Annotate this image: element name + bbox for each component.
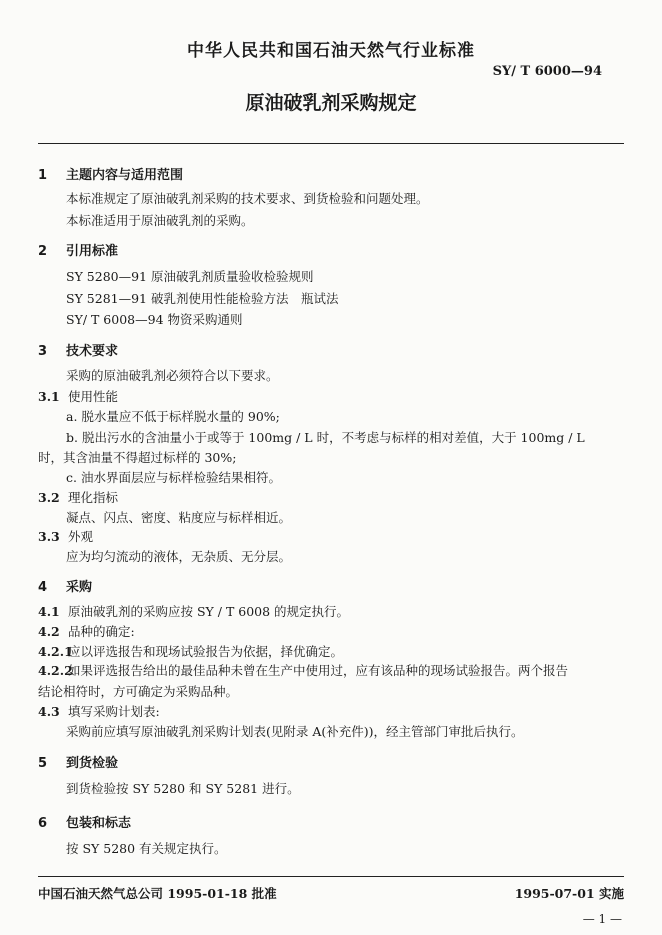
section-number: 3 [38, 344, 48, 359]
section-number: 6 [38, 816, 48, 831]
subsection-3-2-text: 凝点、闪点、密度、粘度应与标样相近。 [66, 510, 292, 525]
section-6-heading [38, 812, 131, 831]
subsection-4-3-detail: 采购前应填写原油破乳剂采购计划表(见附录 A(补充件))，经主管部门审批后执行。 [66, 724, 524, 739]
section-title: 到货检验 [66, 756, 119, 771]
section-3-intro: 采购的原油破乳剂必须符合以下要求。 [66, 368, 279, 383]
effective-date: 1995-07-01 实施 [514, 886, 624, 901]
section-6-text: 按 SY 5280 有关规定执行。 [66, 841, 227, 856]
section-1-heading [38, 164, 183, 183]
subsection-4-2-2-continuation: 结论相符时，方可确定为采购品种。 [38, 684, 239, 699]
section-number: 5 [38, 756, 48, 771]
subsection-4-2-2 [38, 661, 568, 679]
reference-item: SY 5281—91 破乳剂使用性能检验方法 瓶试法 [66, 291, 339, 306]
section-number: 1 [38, 168, 48, 183]
subsection-number: 4.1 [38, 604, 60, 619]
subsection-4-1 [38, 602, 349, 620]
section-2-heading [38, 240, 118, 259]
reference-item: SY/ T 6008—94 物资采购通则 [66, 312, 243, 327]
section-3-heading [38, 340, 118, 359]
subsection-4-3 [38, 702, 160, 720]
requirement-a: a. 脱水量应不低于标样脱水量的 90%; [66, 409, 280, 424]
subsection-title: 理化指标 [68, 490, 119, 505]
subsection-number: 4.3 [38, 704, 60, 719]
page-number: — 1 — [582, 912, 622, 926]
subsection-number: 4.2 [38, 624, 60, 639]
subsection-text: 应以评选报告和现场试验报告为依据，择优确定。 [68, 644, 344, 659]
approval-note: 中国石油天然气总公司 1995-01-18 批准 [38, 886, 277, 901]
subsection-4-2 [38, 622, 135, 640]
subsection-number: 4.2.1 [38, 644, 73, 659]
org-title: 中华人民共和国石油天然气行业标准 [187, 41, 475, 61]
standard-code: SY/ T 6000—94 [492, 64, 602, 79]
subsection-text: 填写采购计划表: [68, 704, 160, 719]
subsection-text: 品种的确定: [68, 624, 135, 639]
subsection-3-3-text: 应为均匀流动的液体，无杂质、无分层。 [66, 549, 292, 564]
subsection-4-2-1 [38, 642, 343, 660]
section-title: 技术要求 [66, 344, 119, 359]
section-5-text: 到货检验按 SY 5280 和 SY 5281 进行。 [66, 781, 300, 796]
subsection-number: 3.1 [38, 389, 60, 404]
subsection-text: 如果评选报告给出的最佳品种未曾在生产中使用过，应有该品种的现场试验报告。两个报告 [68, 663, 569, 678]
section-title: 采购 [66, 580, 93, 595]
section-1-para-1: 本标准规定了原油破乳剂采购的技术要求、到货检验和问题处理。 [66, 191, 429, 206]
section-1-para-2: 本标准适用于原油破乳剂的采购。 [66, 213, 254, 228]
subsection-3-3 [38, 527, 93, 545]
subsection-number: 3.3 [38, 529, 60, 544]
subsection-3-2 [38, 488, 118, 506]
reference-item: SY 5280—91 原油破乳剂质量验收检验规则 [66, 269, 314, 284]
requirement-b-line-2: 时，其含油量不得超过标样的 30%; [38, 450, 237, 465]
section-title: 主题内容与适用范围 [66, 168, 184, 183]
subsection-title: 使用性能 [68, 389, 119, 404]
subsection-number: 4.2.2 [38, 663, 73, 678]
bottom-rule [38, 876, 624, 877]
subsection-title: 外观 [68, 529, 94, 544]
subsection-text: 原油破乳剂的采购应按 SY / T 6008 的规定执行。 [68, 604, 350, 619]
section-number: 4 [38, 580, 48, 595]
section-5-heading [38, 752, 118, 771]
top-rule [38, 143, 624, 144]
subsection-number: 3.2 [38, 490, 60, 505]
section-number: 2 [38, 244, 48, 259]
section-4-heading [38, 576, 92, 595]
document-title: 原油破乳剂采购规定 [245, 92, 417, 114]
section-title: 包装和标志 [66, 816, 132, 831]
requirement-c: c. 油水界面层应与标样检验结果相符。 [66, 470, 281, 485]
subsection-3-1 [38, 387, 118, 405]
requirement-b-line-1: b. 脱出污水的含油量小于或等于 100mg / L 时，不考虑与标样的相对差值，大于 100mg / L [66, 430, 585, 445]
section-title: 引用标准 [66, 244, 119, 259]
